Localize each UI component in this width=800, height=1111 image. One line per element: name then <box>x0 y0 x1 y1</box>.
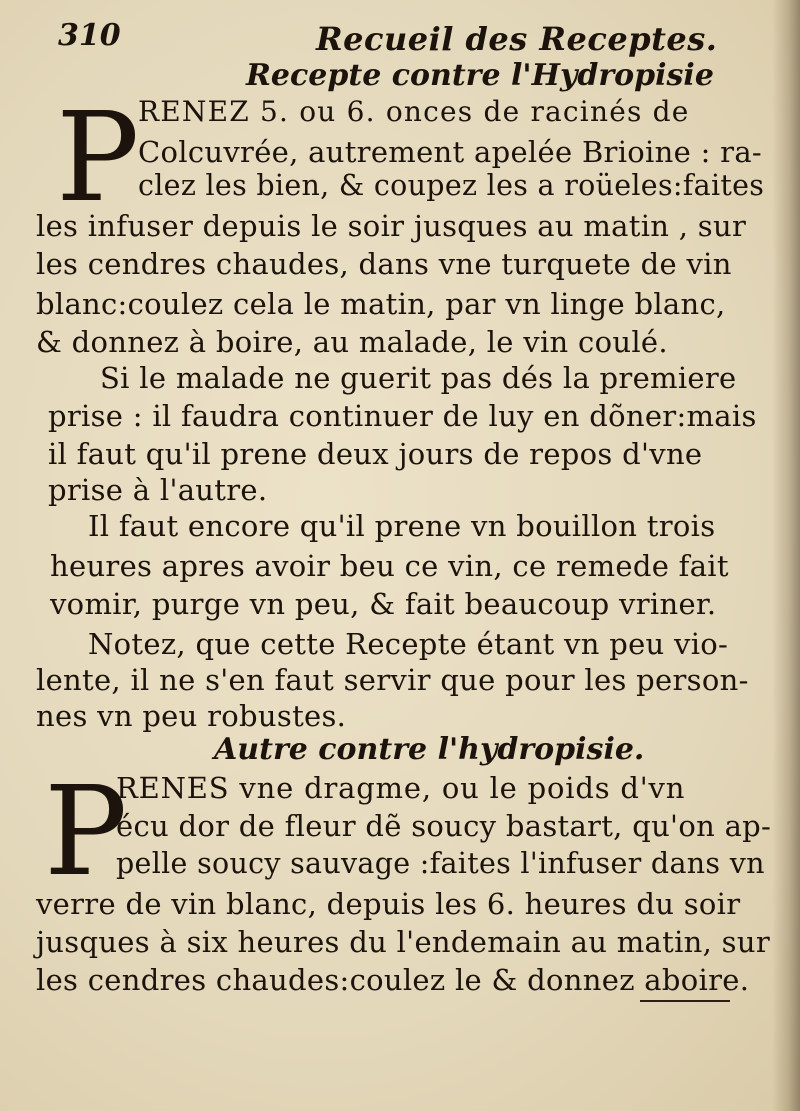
recipe-line: Si le malade ne guerit pas dés la premiere <box>100 361 737 395</box>
recipe-line: RENEZ 5. ou 6. onces de racinés de <box>138 95 690 128</box>
recipe-line: RENES vne dragme, ou le poids d'vn <box>116 771 686 805</box>
drop-cap: P <box>44 760 128 904</box>
recipe-heading: Recepte contre l'Hydropisie <box>246 58 714 93</box>
recipe-line: heures apres avoir beu ce vin, ce remede fait <box>50 549 729 583</box>
recipe-line: Notez, que cette Recepte étant vn peu vio- <box>88 627 729 661</box>
recipe-line: verre de vin blanc, depuis les 6. heures du soir <box>36 887 741 921</box>
page-edge-shadow <box>772 0 800 1111</box>
recipe-line: écu dor de fleur dẽ soucy bastart, qu'on ap- <box>116 809 772 843</box>
recipe-line: pelle soucy sauvage :faites l'infuser dans vn <box>116 847 765 880</box>
recipe-line: vomir, purge vn peu, & fait beaucoup vriner. <box>50 587 717 621</box>
recipe-line: nes vn peu robustes. <box>36 699 347 733</box>
recipe-line: prise : il faudra continuer de luy en dõner:mais <box>48 399 757 433</box>
end-flourish <box>640 1000 730 1002</box>
recipe-line: prise à l'autre. <box>48 473 268 507</box>
recipe-line: lente, il ne s'en faut servir que pour les person- <box>36 663 749 697</box>
recipe-line: les cendres chaudes:coulez le & donnez aboire. <box>36 963 750 997</box>
recipe-line: blanc:coulez cela le matin, par vn linge blanc, <box>36 287 726 321</box>
recipe-heading: Autre contre l'hydropisie. <box>214 732 645 767</box>
recipe-line: Il faut encore qu'il prene vn bouillon trois <box>88 509 716 543</box>
page-number: 310 <box>58 18 121 53</box>
recipe-line: clez les bien, & coupez les a roüeles:faites <box>138 169 765 202</box>
running-head <box>58 16 758 60</box>
recipe-line: les infuser depuis le soir jusques au matin , sur <box>36 209 747 243</box>
drop-cap: P <box>56 86 140 230</box>
recipe-line: jusques à six heures du l'endemain au matin, sur <box>36 925 771 959</box>
recipe-line: Colcuvrée, autrement apelée Brioine : ra- <box>138 135 763 169</box>
recipe-line: & donnez à boire, au malade, le vin coulé. <box>36 325 668 359</box>
book-title: Recueil des Receptes. <box>316 20 718 58</box>
recipe-line: les cendres chaudes, dans vne turquete de vin <box>36 247 732 281</box>
recipe-line: il faut qu'il prene deux jours de repos d'vne <box>48 437 703 471</box>
